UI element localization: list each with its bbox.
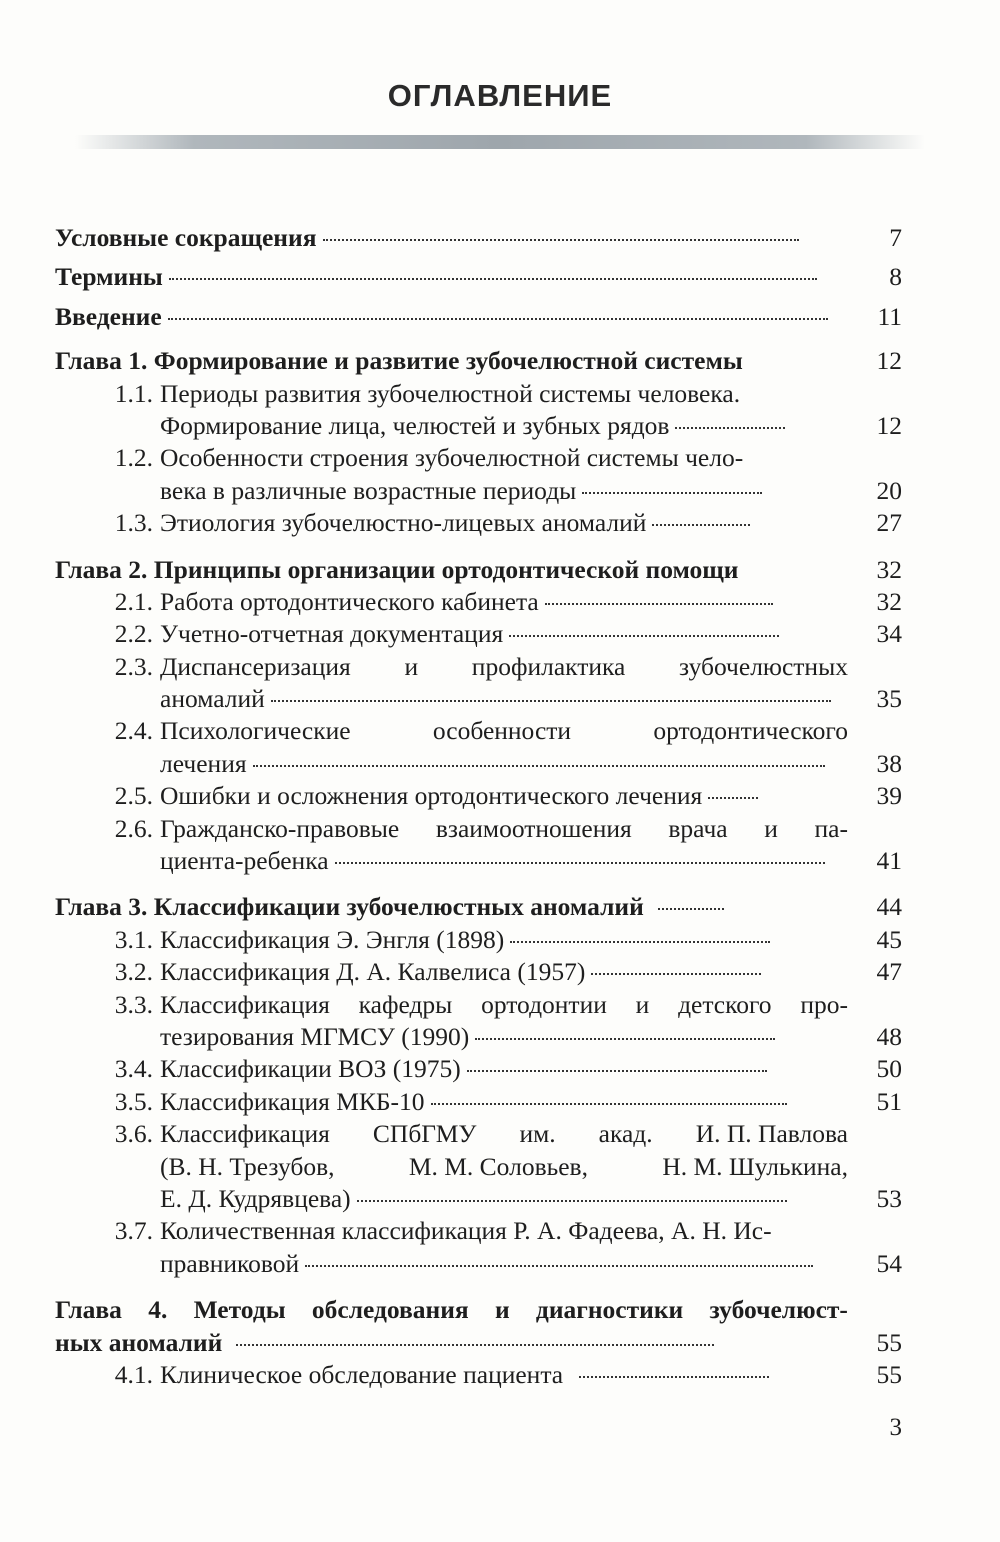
section-number: 1.1.: [114, 378, 153, 408]
section-title-line: Е. Д. Кудрявцева): [160, 1183, 351, 1213]
section-title-line: правниковой: [160, 1248, 300, 1278]
word: обследования: [311, 1295, 469, 1325]
toc-section-3-5[interactable]: [0, 1086, 1000, 1118]
word: детского: [678, 989, 772, 1019]
word: ортодонтии: [481, 989, 607, 1019]
section-page: 27: [876, 508, 902, 538]
section-title-line: [160, 651, 848, 683]
title-divider: [75, 135, 925, 149]
section-title-line: [160, 715, 848, 747]
chapter-page: 55: [876, 1327, 902, 1357]
section-page: 54: [876, 1248, 902, 1278]
word: и: [404, 651, 419, 681]
entry-page: 7: [889, 223, 902, 252]
toc-section-3-7[interactable]: [0, 1215, 1000, 1247]
section-title-line: Формирование лица, челюстей и зубных рядов: [160, 410, 670, 440]
section-page: 12: [876, 410, 902, 440]
chapter-title: Глава 1. Формирование и развитие зубочелюстной системы: [55, 346, 743, 376]
section-number: 1.2.: [114, 443, 153, 473]
section-title-line: Этиология зубочелюстно-лицевых аномалий: [160, 508, 647, 538]
section-title-line: [160, 1151, 848, 1183]
section-title-line: Количественная классификация Р. А. Фадеева, А. Н. Ис-: [160, 1216, 772, 1246]
section-page: 50: [876, 1054, 902, 1084]
toc-section-2-6[interactable]: [0, 813, 1000, 845]
section-number: 2.5.: [114, 781, 153, 811]
word: И. П. Павлова: [695, 1119, 848, 1149]
toc-chapter-4[interactable]: [0, 1294, 1000, 1326]
section-number: 2.3.: [114, 651, 153, 681]
word: им.: [519, 1119, 556, 1149]
section-title-line: Клиническое обследование пациента: [160, 1359, 564, 1389]
toc-section-3-1[interactable]: [0, 924, 1000, 956]
page-number: 3: [889, 1414, 902, 1441]
toc-entry-terms[interactable]: [0, 261, 1000, 293]
toc-section-2-2[interactable]: [0, 618, 1000, 650]
word: Классификация: [160, 989, 330, 1019]
toc-section-1-2-cont[interactable]: [0, 475, 1000, 507]
section-number: 2.2.: [114, 619, 153, 649]
toc-section-2-5[interactable]: [0, 780, 1000, 812]
word: зубочелюстных: [679, 651, 848, 681]
section-number: 2.1.: [114, 586, 153, 616]
word: па-: [814, 813, 848, 843]
section-number: 3.3.: [114, 989, 153, 1019]
toc-section-2-6-cont[interactable]: [0, 845, 1000, 877]
section-title-line: века в различные возрастные периоды: [160, 475, 577, 505]
word: про-: [800, 989, 848, 1019]
entry-page: 11: [877, 301, 902, 331]
section-number: 2.6.: [114, 813, 153, 843]
section-page: 45: [876, 924, 902, 954]
toc-section-4-1[interactable]: [0, 1359, 1000, 1391]
word: диагностики: [535, 1295, 684, 1325]
word: Методы: [193, 1295, 286, 1325]
section-title-line: Работа ортодонтического кабинета: [160, 586, 539, 616]
toc-section-1-2[interactable]: [0, 442, 1000, 474]
chapter-title: [55, 1294, 848, 1326]
chapter-title: Глава 2. Принципы организации ортодонтической помощи: [55, 554, 739, 584]
section-page: 35: [876, 684, 902, 714]
section-title-line: лечения: [160, 748, 247, 778]
toc-section-2-3[interactable]: [0, 651, 1000, 683]
section-number: 1.3.: [114, 508, 153, 538]
toc-chapter-4-cont[interactable]: [0, 1327, 1000, 1359]
page-title: ОГЛАВЛЕНИЕ: [387, 78, 613, 113]
toc-section-3-3-cont[interactable]: [0, 1021, 1000, 1053]
toc-section-2-1[interactable]: [0, 586, 1000, 618]
word: 4.: [148, 1295, 168, 1325]
toc-section-3-6-cont[interactable]: [0, 1151, 1000, 1183]
toc-entry-abbreviations[interactable]: [0, 222, 1000, 254]
section-page: 48: [876, 1021, 902, 1051]
section-title-line: тезирования МГМСУ (1990): [160, 1021, 470, 1051]
toc-chapter-1[interactable]: [0, 345, 1000, 377]
section-title-line: [160, 989, 848, 1021]
entry-title: Введение: [55, 301, 162, 331]
word: и: [764, 813, 778, 843]
section-title-line: Ошибки и осложнения ортодонтического лечения: [160, 781, 703, 811]
word: акад.: [598, 1119, 653, 1149]
section-title-line: аномалий: [160, 684, 265, 714]
word: Глава: [55, 1295, 122, 1325]
chapter-page: 12: [876, 346, 902, 376]
toc-section-3-7-cont[interactable]: [0, 1248, 1000, 1280]
word: М. М. Соловьев,: [408, 1151, 588, 1181]
word: профилактика: [471, 651, 626, 681]
section-number: 3.6.: [114, 1119, 153, 1149]
section-title-line: Классификация Д. А. Калвелиса (1957): [160, 957, 586, 987]
word: Н. М. Шулькина,: [662, 1151, 848, 1181]
entry-title: Условные сокращения: [55, 223, 317, 252]
section-page: 55: [876, 1359, 902, 1389]
chapter-page: 44: [876, 892, 902, 922]
section-title-line: Классификация МКБ-10: [160, 1086, 425, 1116]
word: и: [635, 989, 650, 1019]
toc-section-1-3[interactable]: [0, 507, 1000, 539]
section-number: 3.7.: [114, 1216, 153, 1246]
toc-section-3-6[interactable]: [0, 1118, 1000, 1150]
section-number: 4.1.: [114, 1359, 153, 1389]
section-title-line: Классификация Э. Энгля (1898): [160, 924, 505, 954]
section-number: 3.1.: [114, 924, 153, 954]
section-title-line: Периоды развития зубочелюстной системы человека.: [160, 378, 741, 408]
toc-section-3-4[interactable]: [0, 1053, 1000, 1085]
table-of-contents: [0, 222, 1000, 1391]
section-title-line: Классификации ВОЗ (1975): [160, 1054, 461, 1084]
section-number: 3.5.: [114, 1086, 153, 1116]
word: Диспансеризация: [160, 651, 351, 681]
word: зубочелюст-: [709, 1295, 848, 1325]
chapter-title-line: ных аномалий: [55, 1327, 223, 1357]
chapter-title: Глава 3. Классификации зубочелюстных аномалий: [55, 892, 644, 922]
toc-chapter-3[interactable]: [0, 891, 1000, 923]
section-number: 3.2.: [114, 957, 153, 987]
toc-section-3-3[interactable]: [0, 989, 1000, 1021]
section-page: 41: [876, 846, 902, 876]
toc-section-2-3-cont[interactable]: [0, 683, 1000, 715]
word: и: [494, 1295, 510, 1325]
section-title-line: циента-ребенка: [160, 846, 329, 876]
section-page: 47: [876, 957, 902, 987]
section-page: 32: [876, 586, 902, 616]
section-page: 53: [876, 1183, 902, 1213]
word: особенности: [432, 716, 572, 746]
chapter-page: 32: [876, 554, 902, 584]
word: Гражданско-правовые: [160, 813, 400, 843]
toc-section-3-2[interactable]: [0, 956, 1000, 988]
word: Психологические: [160, 716, 351, 746]
section-title-line: Учетно-отчетная документация: [160, 619, 504, 649]
section-page: 34: [876, 619, 902, 649]
word: кафедры: [358, 989, 453, 1019]
toc-entry-introduction[interactable]: [0, 301, 1000, 333]
toc-section-1-1-cont[interactable]: [0, 410, 1000, 442]
section-title-line: Особенности строения зубочелюстной системы чело-: [160, 443, 744, 473]
section-number: 3.4.: [114, 1054, 153, 1084]
section-page: 38: [876, 748, 902, 778]
section-number: 2.4.: [114, 716, 153, 746]
word: (В. Н. Трезубов,: [160, 1151, 335, 1181]
word: ортодонтического: [653, 716, 848, 746]
toc-section-3-6-cont2[interactable]: [0, 1183, 1000, 1215]
word: Классификация: [160, 1119, 330, 1149]
section-page: 39: [876, 781, 902, 811]
toc-section-2-4[interactable]: [0, 715, 1000, 747]
toc-section-1-1[interactable]: [0, 378, 1000, 410]
entry-page: 8: [889, 262, 902, 292]
toc-section-2-4-cont[interactable]: [0, 748, 1000, 780]
word: СПбГМУ: [372, 1119, 477, 1149]
toc-chapter-2[interactable]: [0, 554, 1000, 586]
entry-title: Термины: [55, 262, 163, 292]
section-page: 20: [876, 475, 902, 505]
section-page: 51: [876, 1086, 902, 1116]
word: взаимоотношения: [435, 813, 632, 843]
word: врача: [668, 813, 728, 843]
section-title-line: [160, 1118, 848, 1150]
section-title-line: [160, 813, 848, 845]
